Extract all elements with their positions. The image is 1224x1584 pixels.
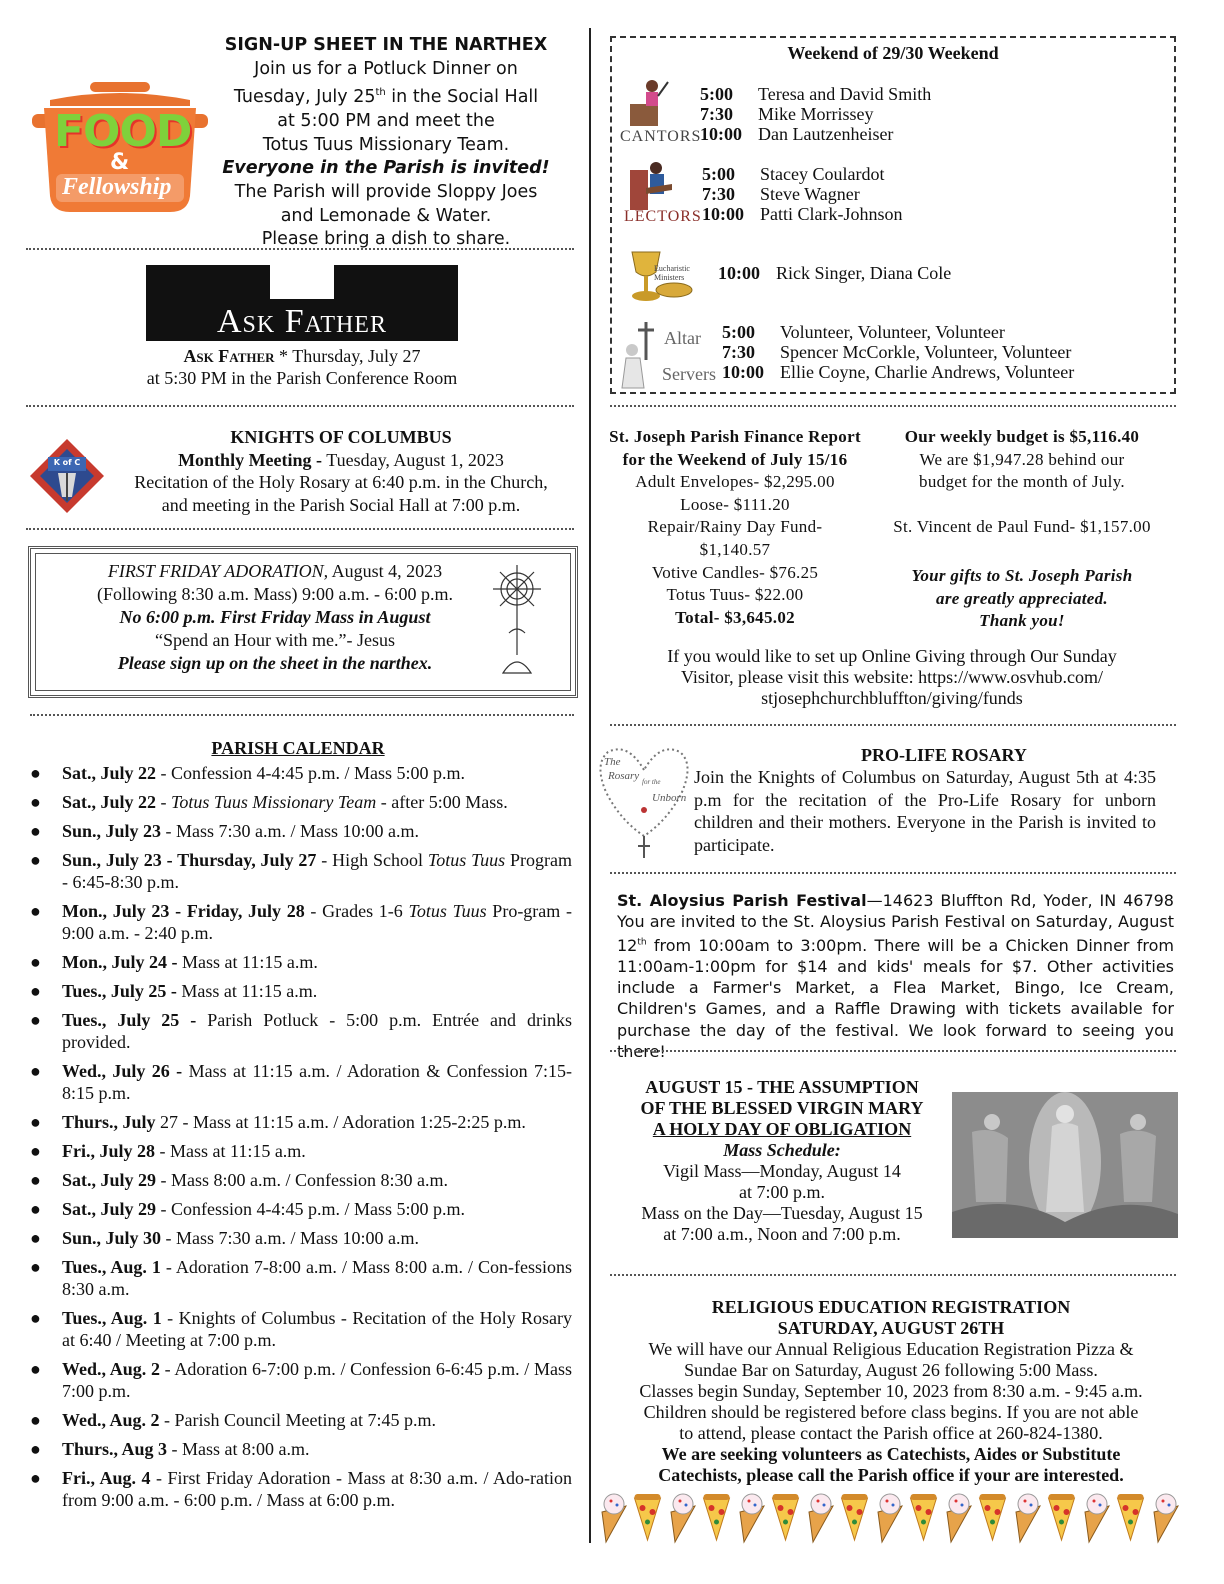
- weekend-heading: Weekend of 29/30 Weekend: [787, 43, 999, 63]
- calendar-item: [28, 791, 572, 813]
- calendar-item-date: Fri., July 28: [62, 1141, 155, 1161]
- schedule-name: Steve Wagner: [760, 184, 860, 204]
- lector-icon: [626, 158, 676, 212]
- calendar-item-date: Sat., July 29: [62, 1170, 157, 1190]
- schedule-name: Spencer McCorkle, Volunteer, Volunteer: [780, 342, 1072, 362]
- logo-fellowship-text: Fellowship: [62, 174, 172, 200]
- schedule-row: [700, 104, 874, 124]
- bullet-icon: ●: [30, 1359, 41, 1379]
- assumption-line: at 7:00 a.m., Noon and 7:00 p.m.: [663, 1224, 901, 1244]
- assumption-heading: A HOLY DAY OF OBLIGATION: [652, 1119, 912, 1139]
- schedule-time: 5:00: [722, 322, 755, 342]
- servers-label-2: Servers: [662, 364, 716, 384]
- logo-amp-text: &: [110, 150, 130, 175]
- bullet-icon: ●: [30, 763, 41, 783]
- calendar-item: [28, 1111, 572, 1133]
- bullet-icon: ●: [30, 792, 41, 812]
- schedule-time: 10:00: [718, 263, 760, 283]
- ice-cream-cone-icon: [602, 1494, 626, 1542]
- calendar-item-italic: Totus Tuus Missionary Team: [171, 792, 377, 812]
- bullet-icon: ●: [30, 1141, 41, 1161]
- schedule-name: Teresa and David Smith: [758, 84, 932, 104]
- religious-ed-announcement: [600, 1297, 1182, 1486]
- finance-loose: Loose- $111.20: [680, 494, 790, 514]
- calendar-item: [28, 1009, 572, 1053]
- ask-father-info: [110, 345, 494, 389]
- bullet-icon: ●: [30, 850, 41, 870]
- calendar-item-date: Sun., July 23: [62, 821, 162, 841]
- cantor-icon: [624, 74, 674, 130]
- calendar-item: [28, 1198, 572, 1220]
- kofc-heading: KNIGHTS OF COLUMBUS: [230, 427, 452, 447]
- calendar-item-text: Parish Potluck - 5:00 p.m. Entrée and drinks provided.: [62, 1010, 572, 1052]
- ask-father-banner: [146, 265, 458, 341]
- religious-ed-heading: RELIGIOUS EDUCATION REGISTRATION: [711, 1297, 1071, 1317]
- ask-father-title: Ask Father: [183, 346, 275, 366]
- food-fellowship-logo: [30, 78, 210, 218]
- calendar-item-text: - Adoration 6-7:00 p.m. / Confession 6-6:45 p.m. / Mass 7:00 p.m.: [62, 1359, 572, 1401]
- schedule-time: 10:00: [702, 204, 744, 224]
- calendar-item: [28, 1409, 572, 1431]
- assumption-line: Mass on the Day—Tuesday, August 15: [641, 1203, 923, 1223]
- online-giving-line: If you would like to set up Online Giving through Our Sunday: [667, 646, 1117, 666]
- prolife-body: Join the Knights of Columbus on Saturday, August 5th at 4:35 p.m for the recitation of the Pro-Life Rosary for unborn children and their mothers. Everyone in the Parish is invited to participate.: [694, 767, 1156, 855]
- calendar-item-date: Wed., Aug. 2: [62, 1410, 160, 1430]
- schedule-row: [700, 84, 931, 104]
- bullet-icon: ●: [30, 952, 41, 972]
- calendar-item: [28, 849, 572, 893]
- weekly-budget: Our weekly budget is $5,116.40: [904, 427, 1140, 446]
- thanks-line: are greatly appreciated.: [936, 588, 1108, 608]
- thanks-line: Your gifts to St. Joseph Parish: [911, 565, 1133, 585]
- ice-cream-cone-icon: [740, 1494, 764, 1542]
- bullet-icon: ●: [30, 1468, 41, 1488]
- kofc-meeting-label: Monthly Meeting -: [178, 449, 323, 470]
- calendar-item-date: Tues., July 25 -: [62, 1010, 197, 1030]
- finance-repair-amount: $1,140.57: [699, 539, 771, 559]
- volunteer-request: We are seeking volunteers as Catechists, Aides or Substitute: [661, 1444, 1121, 1464]
- schedule-name: Ellie Coyne, Charlie Andrews, Volunteer: [780, 362, 1075, 382]
- monstrance-icon: [489, 563, 545, 683]
- religious-ed-line: Children should be registered before class begins. If you are not able: [643, 1402, 1139, 1422]
- schedule-row: [702, 184, 860, 204]
- potluck-line: Tuesday, July 25th in the Social Hall: [233, 87, 539, 108]
- calendar-item-date: Fri., Aug. 4: [62, 1468, 151, 1488]
- schedule-row: [718, 263, 951, 283]
- pizza-slice-icon: [1049, 1494, 1075, 1540]
- schedule-name: Patti Clark-Johnson: [760, 204, 903, 224]
- bullet-icon: ●: [30, 821, 41, 841]
- schedule-name: Dan Lautzenheiser: [758, 124, 894, 144]
- kofc-shield-icon: [28, 437, 106, 515]
- festival-title: St. Aloysius Parish Festival: [617, 891, 867, 910]
- calendar-item-text: - Mass 7:30 a.m. / Mass 10:00 a.m.: [161, 821, 420, 841]
- em-label: Eucharistic Ministers: [654, 264, 690, 282]
- finance-votive: Votive Candles- $76.25: [651, 562, 819, 582]
- finance-totus: Totus Tuus- $22.00: [666, 585, 804, 605]
- calendar-item-date: Thurs., Aug 3: [62, 1439, 168, 1459]
- adoration-box: [28, 546, 578, 698]
- potluck-line: The Parish will provide Sloppy Joes: [234, 182, 538, 203]
- rosary-unborn-image: [598, 740, 690, 864]
- bullet-icon: ●: [30, 1170, 41, 1190]
- ice-cream-cone-icon: [671, 1494, 695, 1542]
- festival-address: —14623 Bluffton Rd, Yoder, IN 46798: [866, 891, 1174, 910]
- schedule-row: [702, 204, 903, 224]
- bullet-icon: ●: [30, 901, 41, 921]
- divider: [26, 528, 574, 530]
- festival-announcement: [617, 890, 1174, 1062]
- potluck-announcement: [214, 34, 558, 252]
- calendar-item-text: - Mass 7:30 a.m. / Mass 10:00 a.m.: [161, 1228, 420, 1248]
- adoration-line: (Following 8:30 a.m. Mass) 9:00 a.m. - 6:00 p.m.: [97, 584, 453, 604]
- online-giving-line: Visitor, please visit this website: https://www.osvhub.com/: [680, 667, 1103, 687]
- pizza-slice-icon: [635, 1494, 661, 1540]
- divider: [26, 405, 574, 407]
- calendar-item: [28, 1140, 572, 1162]
- rosary-image-text: Rosary: [608, 770, 640, 782]
- finance-title: for the Weekend of July 15/16: [622, 449, 848, 469]
- finance-report: [598, 426, 872, 629]
- schedule-name: Stacey Coulardot: [760, 164, 885, 184]
- ice-cream-cone-icon: [1154, 1494, 1178, 1542]
- potluck-invite: Everyone in the Parish is invited!: [222, 158, 550, 179]
- calendar-item-text: Program - 6:45-8:30 p.m.: [62, 850, 572, 892]
- calendar-item: [28, 1227, 572, 1249]
- bullet-icon: ●: [30, 1112, 41, 1132]
- logo-food-text: FOOD: [54, 106, 192, 157]
- religious-ed-heading: SATURDAY, AUGUST 26TH: [777, 1318, 1005, 1338]
- assumption-artwork: [952, 1092, 1178, 1238]
- calendar-item-text: - Knights of Columbus - Recitation of the Holy Rosary at 6:40 / Meeting at 7:00 p.m.: [62, 1308, 572, 1350]
- schedule-name: Volunteer, Volunteer, Volunteer: [780, 322, 1005, 342]
- schedule-time: 5:00: [700, 84, 733, 104]
- ice-cream-cone-icon: [947, 1494, 971, 1542]
- calendar-item-text: Mass at 11:15 a.m.: [176, 981, 318, 1001]
- finance-adult: Adult Envelopes- $2,295.00: [635, 472, 835, 492]
- calendar-item-date: Sun., July 23 - Thursday, July 27: [62, 850, 317, 870]
- assumption-heading: AUGUST 15 - THE ASSUMPTION: [645, 1077, 919, 1097]
- calendar-item: [28, 1256, 572, 1300]
- calendar-item-date: Sun., July 30: [62, 1228, 162, 1248]
- calendar-item: [28, 762, 572, 784]
- servers-label-1: Altar: [664, 328, 701, 348]
- adoration-text: [55, 560, 495, 675]
- calendar-item-text: - Parish Council Meeting at 7:45 p.m.: [159, 1410, 436, 1430]
- volunteer-request: Catechists, please call the Parish office if your are interested.: [658, 1465, 1124, 1485]
- calendar-item-date: Wed., July 26 -: [62, 1061, 183, 1081]
- schedule-time: 5:00: [702, 164, 735, 184]
- bullet-icon: ●: [30, 981, 41, 1001]
- calendar-item: [28, 980, 572, 1002]
- potluck-line: Totus Tuus Missionary Team.: [262, 134, 510, 155]
- calendar-item-text: - Mass 8:00 a.m. / Confession 8:30 a.m.: [156, 1170, 449, 1190]
- calendar-item-italic: Totus Tuus: [427, 850, 506, 870]
- ask-father-location: at 5:30 PM in the Parish Conference Room: [146, 368, 458, 388]
- religious-ed-line: We will have our Annual Religious Education Registration Pizza &: [648, 1339, 1134, 1359]
- svdp-fund: St. Vincent de Paul Fund- $1,157.00: [893, 517, 1151, 537]
- kofc-announcement: [108, 426, 574, 516]
- finance-repair: Repair/Rainy Day Fund-: [647, 517, 823, 537]
- calendar-item-date: Wed., Aug. 2: [62, 1359, 160, 1379]
- schedule-row: [722, 342, 1071, 362]
- calendar-item: [28, 1169, 572, 1191]
- pizza-slice-icon: [911, 1494, 937, 1540]
- bullet-icon: ●: [30, 1228, 41, 1248]
- calendar-item-date: Mon., July 23 - Friday, July 28: [62, 901, 305, 921]
- calendar-item-text: - Mass at 11:15 a.m.: [155, 1141, 306, 1161]
- calendar-item-text: - First Friday Adoration - Mass at 8:30 a.m. / Ado-ration from 9:00 a.m. - 6:00 p.m. / Mass at 6:00 p.m.: [62, 1468, 572, 1510]
- calendar-item-date: Thurs., July: [62, 1112, 156, 1132]
- calendar-item-date: Sat., July 22: [62, 763, 157, 783]
- divider: [30, 714, 574, 716]
- calendar-item: [28, 1358, 572, 1402]
- calendar-item-italic: Totus Tuus: [408, 901, 487, 921]
- ask-father-banner-text: Ask Father: [217, 303, 387, 340]
- calendar-item-date: Tues., July 25 -: [62, 981, 177, 1001]
- calendar-item-text: - Grades 1-6: [304, 901, 409, 921]
- banner-window: [270, 265, 334, 299]
- calendar-item-date: Sat., July 29: [62, 1199, 157, 1219]
- ice-cream-cone-icon: [809, 1494, 833, 1542]
- assumption-painting-icon: [952, 1092, 1178, 1238]
- pizza-slice-icon: [980, 1494, 1006, 1540]
- rosary-image-text: The: [604, 756, 621, 768]
- calendar-item-text: - after 5:00 Mass.: [376, 792, 508, 812]
- religious-ed-line: to attend, please contact the Parish office at 260-824-1380.: [679, 1423, 1103, 1443]
- divider: [610, 405, 1176, 407]
- potluck-line: and Lemonade & Water.: [280, 205, 492, 226]
- budget-behind: budget for the month of July.: [919, 472, 1125, 492]
- adoration-title: FIRST FRIDAY ADORATION,: [107, 561, 329, 581]
- weekend-ministry-schedule: [610, 36, 1176, 394]
- parish-calendar-list: [28, 762, 572, 1518]
- bullet-icon: ●: [30, 1439, 41, 1459]
- calendar-item-date: Tues., Aug. 1: [62, 1308, 162, 1328]
- divider: [610, 1274, 1176, 1276]
- online-giving-line: stjosephchurchbluffton/giving/funds: [761, 688, 1023, 708]
- ask-father-date: * Thursday, July 27: [274, 346, 421, 366]
- bullet-icon: ●: [30, 1257, 41, 1277]
- calendar-item-text: -: [156, 792, 172, 812]
- altar-server-icon: [618, 320, 668, 390]
- religious-ed-line: Sundae Bar on Saturday, August 26 following 5:00 Mass.: [684, 1360, 1098, 1380]
- column-divider: [589, 28, 591, 1543]
- adoration-line: Please sign up on the sheet in the narthex.: [117, 653, 433, 673]
- religious-ed-line: Classes begin Sunday, September 10, 2023 from 8:30 a.m. - 9:45 a.m.: [639, 1381, 1143, 1401]
- calendar-item-text: Mass at 11:15 a.m.: [177, 952, 318, 972]
- calendar-item-text: - Confession 4-4:45 p.m. / Mass 5:00 p.m.: [156, 1199, 466, 1219]
- bullet-icon: ●: [30, 1061, 41, 1081]
- adoration-line: No 6:00 p.m. First Friday Mass in August: [119, 607, 431, 627]
- calendar-item: [28, 1307, 572, 1351]
- calendar-item-text: - Confession 4-4:45 p.m. / Mass 5:00 p.m.: [156, 763, 466, 783]
- bullet-icon: ●: [30, 1410, 41, 1430]
- calendar-item-date: Mon., July 24 -: [62, 952, 178, 972]
- calendar-item-text: - High School: [316, 850, 428, 870]
- bullet-icon: ●: [30, 1199, 41, 1219]
- ice-cream-pizza-border: [596, 1492, 1186, 1544]
- potluck-line: at 5:00 PM and meet the: [277, 110, 495, 131]
- schedule-time: 10:00: [700, 124, 742, 144]
- online-giving: [604, 646, 1180, 709]
- kofc-emblem-text: K of C: [53, 458, 81, 467]
- calendar-item-text: Pro-gram - 9:00 a.m. - 2:40 p.m.: [62, 901, 572, 943]
- schedule-time: 10:00: [722, 362, 764, 382]
- kofc-emblem: [28, 437, 106, 515]
- pizza-slice-icon: [842, 1494, 868, 1540]
- calendar-item: [28, 900, 572, 944]
- schedule-name: Mike Morrissey: [758, 104, 874, 124]
- ice-cream-cone-icon: [878, 1494, 902, 1542]
- lectors-label: LECTORS: [624, 208, 702, 225]
- pizza-slice-icon: [773, 1494, 799, 1540]
- potluck-heading: SIGN-UP SHEET IN THE NARTHEX: [224, 35, 548, 55]
- ice-cream-cone-icon: [1085, 1494, 1109, 1542]
- calendar-item-text: - Adoration 7-8:00 a.m. / Mass 8:00 a.m. / Con-fessions 8:30 a.m.: [62, 1257, 573, 1299]
- budget-info: [872, 426, 1172, 633]
- calendar-item: [28, 1438, 572, 1460]
- prolife-heading: PRO-LIFE ROSARY: [861, 745, 1027, 765]
- schedule-time: 7:30: [702, 184, 735, 204]
- kofc-line: and meeting in the Parish Social Hall at 7:00 p.m.: [161, 494, 521, 515]
- ice-cream-cone-icon: [1016, 1494, 1040, 1542]
- adoration-line: “Spend an Hour with me.”- Jesus: [155, 630, 395, 650]
- schedule-time: 7:30: [722, 342, 755, 362]
- pizza-slice-icon: [1118, 1494, 1144, 1540]
- kofc-meeting-date: Tuesday, August 1, 2023: [322, 449, 504, 470]
- schedule-row: [722, 322, 1005, 342]
- calendar-item-date: Sat., July 22: [62, 792, 157, 812]
- calendar-item: [28, 1467, 572, 1511]
- potluck-line: Please bring a dish to share.: [261, 229, 511, 250]
- calendar-item-text: Mass at 11:15 a.m. / Adoration & Confession 7:15-8:15 p.m.: [62, 1061, 572, 1103]
- bullet-icon: ●: [30, 1010, 41, 1030]
- calendar-item: [28, 1060, 572, 1104]
- kofc-line: Recitation of the Holy Rosary at 6:40 p.m. in the Church,: [134, 472, 548, 492]
- budget-behind: We are $1,947.28 behind our: [919, 449, 1125, 469]
- divider: [26, 248, 574, 250]
- divider: [610, 724, 1176, 726]
- pizza-slice-icon: [704, 1494, 730, 1540]
- thanks-line: Thank you!: [979, 611, 1065, 631]
- assumption-announcement: [612, 1077, 952, 1245]
- divider: [610, 872, 1176, 874]
- finance-total: Total- $3,645.02: [675, 607, 795, 627]
- schedule-time: 7:30: [700, 104, 733, 124]
- finance-title: St. Joseph Parish Finance Report: [609, 427, 861, 446]
- schedule-name: Rick Singer, Diana Cole: [776, 263, 952, 283]
- calendar-item-text: 27 - Mass at 11:15 a.m. / Adoration 1:25-2:25 p.m.: [155, 1112, 526, 1132]
- calendar-item: [28, 820, 572, 842]
- assumption-line: at 7:00 p.m.: [739, 1182, 825, 1202]
- adoration-date: August 4, 2023: [328, 561, 443, 581]
- schedule-row: [702, 164, 884, 184]
- schedule-row: [700, 124, 893, 144]
- cantors-label: CANTORS: [620, 128, 702, 145]
- divider: [610, 1050, 1176, 1052]
- rosary-image-text: for the: [642, 778, 661, 786]
- calendar-item: [28, 951, 572, 973]
- mass-schedule-label: Mass Schedule:: [723, 1140, 841, 1160]
- assumption-heading: OF THE BLESSED VIRGIN MARY: [640, 1098, 924, 1118]
- schedule-row: [722, 362, 1074, 382]
- festival-body: You are invited to the St. Aloysius Parish Festival on Saturday, August 12th from 10:00am to 3:00pm. There will be a Chicken Dinner from 11:00am-1:00pm for $14 and kids' meals for $7. Other activities include a Farmer's Market, a Flea Market, Bingo, Ice Cream, Children's Games, and a Raffle Drawing with tickets available for purchase the day of the festival. We look forward to seeing you there!: [617, 912, 1174, 1061]
- calendar-item-date: Tues., Aug. 1: [62, 1257, 161, 1277]
- assumption-line: Vigil Mass—Monday, August 14: [663, 1161, 901, 1181]
- calendar-item-text: - Mass at 8:00 a.m.: [167, 1439, 310, 1459]
- rosary-image-text: Unborn: [652, 792, 687, 804]
- calendar-heading: PARISH CALENDAR: [211, 738, 385, 758]
- bullet-icon: ●: [30, 1308, 41, 1328]
- potluck-line: Join us for a Potluck Dinner on: [254, 58, 518, 79]
